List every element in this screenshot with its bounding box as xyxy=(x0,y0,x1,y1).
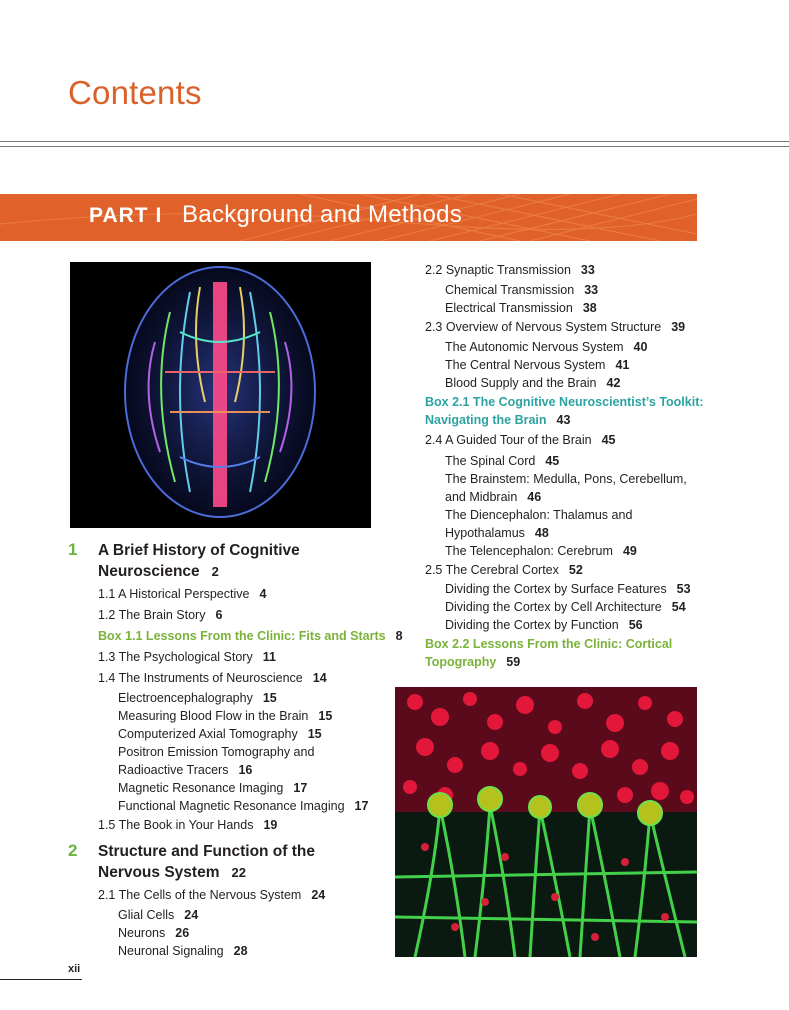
toc-entry: 2.4 A Guided Tour of the Brain 45 xyxy=(425,433,616,447)
page-number: 2 xyxy=(211,564,219,579)
toc-subentry: The Spinal Cord 45 xyxy=(445,454,560,468)
toc-subentry: Radioactive Tracers 16 xyxy=(118,763,253,777)
box-entry: Box 2.1 The Cognitive Neuroscientist’s Toolkit: xyxy=(425,395,704,409)
toc-entry: 2.2 Synaptic Transmission 33 xyxy=(425,263,595,277)
toc-subentry: Blood Supply and the Brain 42 xyxy=(445,376,621,390)
box-entry: Box 1.1 Lessons From the Clinic: Fits and Starts 8 xyxy=(98,629,403,643)
part-number: PART I xyxy=(89,204,163,227)
toc-entry: 2.1 The Cells of the Nervous System 24 xyxy=(98,888,326,902)
box-entry: Box 2.2 Lessons From the Clinic: Cortical xyxy=(425,637,673,651)
part-banner xyxy=(0,194,697,241)
toc-entry: 2.3 Overview of Nervous System Structure 39 xyxy=(425,320,686,334)
toc-entry: 1.1 A Historical Perspective 4 xyxy=(98,587,267,601)
brain-tractography-image xyxy=(70,262,371,528)
chapter-number: 2 xyxy=(68,841,78,860)
toc-subentry: Measuring Blood Flow in the Brain 15 xyxy=(118,709,333,723)
chapter-number: 1 xyxy=(68,540,78,559)
chapter-title-line: Nervous System 22 xyxy=(98,864,246,881)
box-entry: Topography 59 xyxy=(425,655,521,669)
toc-subentry: Hypothalamus 48 xyxy=(445,526,549,540)
toc-entry: 1.5 The Book in Your Hands 19 xyxy=(98,818,278,832)
toc-subentry: Dividing the Cortex by Cell Architecture 54 xyxy=(445,600,686,614)
toc-entry: 1.2 The Brain Story 6 xyxy=(98,608,223,622)
toc-subentry: and Midbrain 46 xyxy=(445,490,542,504)
toc-subentry: Electrical Transmission 38 xyxy=(445,301,597,315)
toc-subentry: The Autonomic Nervous System 40 xyxy=(445,340,648,354)
toc-entry: 1.3 The Psychological Story 11 xyxy=(98,650,276,664)
toc-entry: 2.5 The Cerebral Cortex 52 xyxy=(425,563,583,577)
toc-subentry: Computerized Axial Tomography 15 xyxy=(118,727,322,741)
page-title: Contents xyxy=(68,74,202,111)
toc-subentry: The Brainstem: Medulla, Pons, Cerebellum, xyxy=(445,472,687,486)
toc-subentry: Magnetic Resonance Imaging 17 xyxy=(118,781,308,795)
toc-subentry: The Diencephalon: Thalamus and xyxy=(445,508,633,522)
toc-subentry: Glial Cells 24 xyxy=(118,908,199,922)
toc-subentry: Functional Magnetic Resonance Imaging 17 xyxy=(118,799,369,813)
chapter-title-line: Structure and Function of the xyxy=(98,843,315,860)
title-rule-top xyxy=(0,141,789,142)
chapter-title xyxy=(98,841,315,883)
toc-subentry: Neuronal Signaling 28 xyxy=(118,944,248,958)
page-number: 22 xyxy=(231,865,246,880)
toc-subentry: Chemical Transmission 33 xyxy=(445,283,599,297)
chapter-title-line: A Brief History of Cognitive xyxy=(98,542,300,559)
toc-entry: 1.4 The Instruments of Neuroscience 14 xyxy=(98,671,327,685)
page-folio: xii xyxy=(68,963,81,975)
box-entry: Navigating the Brain 43 xyxy=(425,413,571,427)
toc-subentry: Positron Emission Tomography and xyxy=(118,745,315,759)
toc-subentry: Neurons 26 xyxy=(118,926,190,940)
toc-subentry: Dividing the Cortex by Function 56 xyxy=(445,618,643,632)
cerebellum-cells-image xyxy=(395,687,697,957)
chapter-title-line: Neuroscience 2 xyxy=(98,563,219,580)
toc-subentry: The Central Nervous System 41 xyxy=(445,358,630,372)
toc-subentry: The Telencephalon: Cerebrum 49 xyxy=(445,544,637,558)
toc-subentry: Dividing the Cortex by Surface Features 53 xyxy=(445,582,691,596)
toc-subentry: Electroencephalography 15 xyxy=(118,691,277,705)
title-rule-bottom xyxy=(0,146,789,147)
chapter-title xyxy=(98,540,300,582)
folio-rule xyxy=(0,979,82,980)
part-title: Background and Methods xyxy=(182,201,463,228)
